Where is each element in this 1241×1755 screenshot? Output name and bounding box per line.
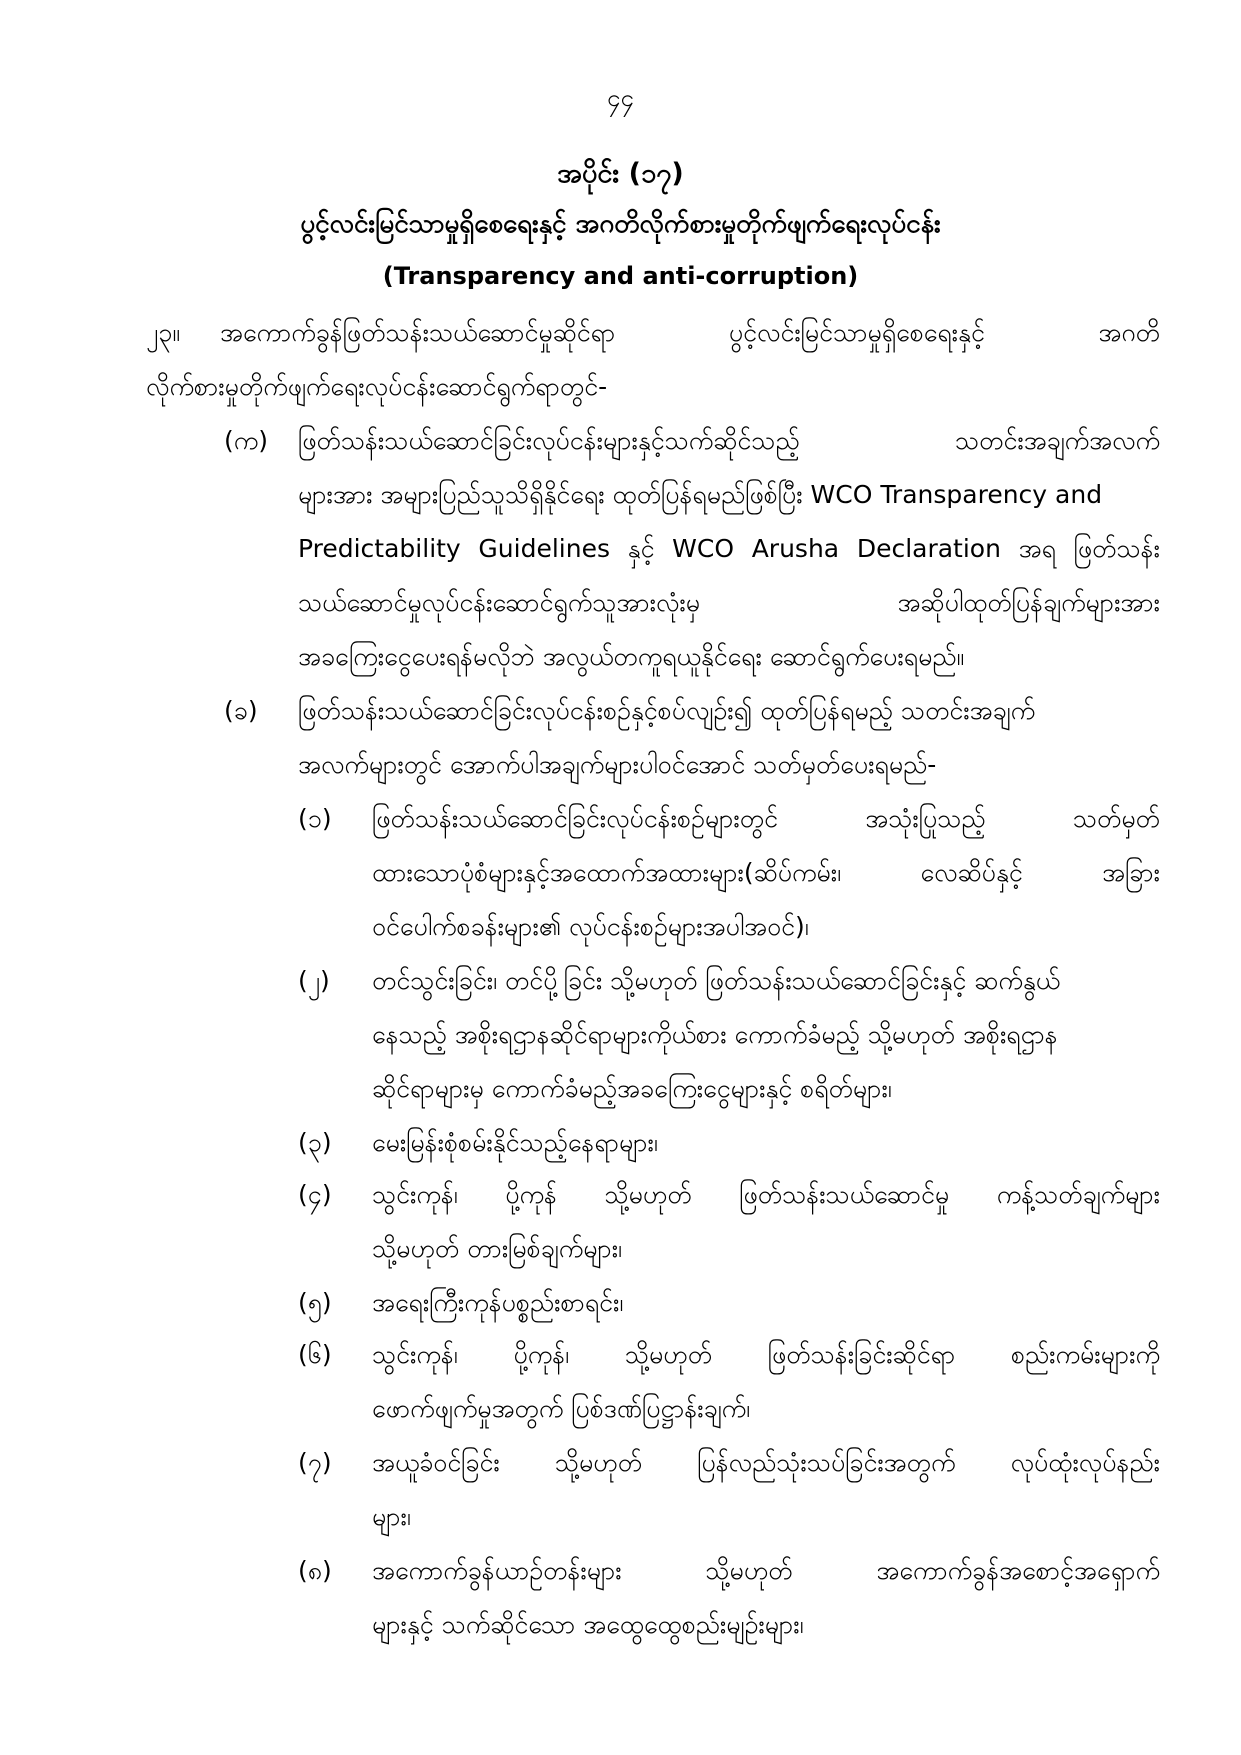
item-5-label: (၅) bbox=[298, 1288, 332, 1317]
item-3-label: (၃) bbox=[298, 1128, 332, 1157]
text-segment: ပြန်လည်သုံးသပ်ခြင်းအတွက် bbox=[697, 1448, 956, 1477]
chapter-subtitle: ပွင့်လင်းမြင်သာမှုရှိစေရေးနှင့် အဂတိလိုက်စားမှုတိုက်ဖျက်ရေးလုပ်ငန်း bbox=[300, 209, 941, 239]
sub-a-line4 bbox=[298, 586, 1160, 620]
text-segment: အဂတိ bbox=[1098, 318, 1160, 347]
text-segment: ပို့ကုန်၊ bbox=[513, 1340, 570, 1369]
item-6-line2: ဖောက်ဖျက်မှုအတွက် ပြစ်ဒဏ်ပြဋ္ဌာန်းချက်၊ bbox=[372, 1394, 751, 1423]
text-segment: ပွင့်လင်းမြင်သာမှုရှိစေရေးနှင့် bbox=[728, 318, 985, 347]
chapter-english-title: (Transparency and anti-corruption) bbox=[382, 262, 859, 290]
item-6-label: (၆) bbox=[298, 1340, 332, 1369]
text-segment: အသုံးပြုသည့် bbox=[865, 804, 986, 833]
text-segment: Predictability bbox=[298, 534, 461, 563]
text-segment: ဖြတ်သန်း bbox=[1073, 534, 1160, 563]
text-segment: ဖြတ်သန်းခြင်းဆိုင်ရာ bbox=[767, 1340, 956, 1369]
text-segment: ဖြတ်သန်းသယ်ဆောင်ခြင်းလုပ်ငန်းများနှင့်သက်ဆိုင်သည့် bbox=[298, 426, 800, 455]
item-5-line1: အရေးကြီးကုန်ပစ္စည်းစာရင်း၊ bbox=[372, 1288, 624, 1317]
text-segment: သတင်းအချက်အလက် bbox=[954, 426, 1160, 455]
text-segment: အကောက်ခွန်ယာဉ်တန်းများ bbox=[372, 1556, 622, 1585]
sub-b-label: (ခ) bbox=[224, 696, 258, 725]
item-6-line1 bbox=[372, 1338, 1160, 1372]
section-number: ၂၃။ bbox=[146, 318, 180, 347]
item-8-label: (၈) bbox=[298, 1556, 332, 1585]
sub-a-line2: များအား အများပြည်သူသိရှိနိုင်ရေး ထုတ်ပြန်ရမည်ဖြစ်ပြီး WCO Transparency and bbox=[298, 480, 1103, 509]
item-4-line1 bbox=[372, 1178, 1160, 1212]
text-segment: အကောက်ခွန်အစောင့်အရှောက် bbox=[876, 1556, 1160, 1585]
sub-a-line5: အခကြေးငွေပေးရန်မလိုဘဲ အလွယ်တကူရယူနိုင်ရေး ဆောင်ရွက်ပေးရမည်။ bbox=[298, 642, 965, 671]
text-segment: အဆိုပါထုတ်ပြန်ချက်များအား bbox=[897, 588, 1160, 617]
sub-b-line2: အလက်များတွင် အောက်ပါအချက်များပါဝင်အောင် သတ်မှတ်ပေးရမည်- bbox=[298, 750, 937, 779]
item-4-line2: သို့မဟုတ် တားမြစ်ချက်များ၊ bbox=[372, 1234, 623, 1263]
sub-a-line3 bbox=[298, 532, 1160, 566]
item-4-label: (၄) bbox=[298, 1180, 332, 1209]
text-segment: ကန့်သတ်ချက်များ bbox=[996, 1180, 1160, 1209]
text-segment: သို့မဟုတ် bbox=[705, 1556, 793, 1585]
item-1-label: (၁) bbox=[298, 804, 332, 833]
text-segment: သတ်မှတ် bbox=[1072, 804, 1160, 833]
text-segment: ပို့ကုန် bbox=[505, 1180, 557, 1209]
text-segment: အရ bbox=[1018, 534, 1056, 563]
text-segment: သယ်ဆောင်မှုလုပ်ငန်းဆောင်ရွက်သူအားလုံးမှ bbox=[298, 588, 701, 617]
text-segment: သို့မဟုတ် bbox=[604, 1180, 692, 1209]
text-segment: စည်းကမ်းများကို bbox=[1010, 1340, 1160, 1369]
text-segment: ဖြတ်သန်းသယ်ဆောင်မှု bbox=[739, 1180, 950, 1209]
text-segment: သို့မဟုတ် bbox=[624, 1340, 713, 1369]
sub-a-line1 bbox=[298, 424, 1160, 458]
item-8-line1 bbox=[372, 1554, 1160, 1588]
text-segment: အယူခံဝင်ခြင်း bbox=[372, 1448, 500, 1477]
item-2-line3: ဆိုင်ရာများမှ ကောက်ခံမည့်အခကြေးငွေများနှင့် စရိတ်များ၊ bbox=[372, 1074, 892, 1103]
text-segment: လေဆိပ်နှင့် bbox=[920, 858, 1023, 887]
text-segment: အကောက်ခွန်ဖြတ်သန်းသယ်ဆောင်မှုဆိုင်ရာ bbox=[220, 318, 616, 347]
item-3-line1: မေးမြန်းစုံစမ်းနိုင်သည့်နေရာများ၊ bbox=[372, 1128, 658, 1157]
item-7-label: (၇) bbox=[298, 1448, 332, 1477]
item-7-line2: များ၊ bbox=[372, 1502, 411, 1531]
sub-b-line1: ဖြတ်သန်းသယ်ဆောင်ခြင်းလုပ်ငန်းစဉ်နှင့်စပ်လျဉ်း၍ ထုတ်ပြန်ရမည့် သတင်းအချက် bbox=[298, 696, 1036, 725]
item-1-line3: ဝင်ပေါက်စခန်းများ၏ လုပ်ငန်းစဉ်များအပါအဝင်)၊ bbox=[372, 912, 809, 941]
text-segment: လုပ်ထုံးလုပ်နည်း bbox=[1010, 1448, 1160, 1477]
text-segment: Guidelines bbox=[478, 534, 610, 563]
section-intro-line2: လိုက်စားမှုတိုက်ဖျက်ရေးလုပ်ငန်းဆောင်ရွက်ရာတွင်- bbox=[146, 372, 608, 401]
text-segment: ထားသောပုံစံများနှင့်အထောက်အထားများ(ဆိပ်ကမ်း၊ bbox=[372, 858, 842, 887]
text-segment: သွင်းကုန်၊ bbox=[372, 1340, 458, 1369]
text-segment: အခြား bbox=[1102, 858, 1160, 887]
text-segment: နှင့် bbox=[627, 534, 655, 563]
item-7-line1 bbox=[372, 1446, 1160, 1480]
text-segment: WCO bbox=[672, 534, 735, 563]
text-segment: Declaration bbox=[856, 534, 1001, 563]
section-intro-line1 bbox=[220, 316, 1160, 350]
item-2-label: (၂) bbox=[298, 966, 330, 995]
text-segment: သွင်းကုန်၊ bbox=[372, 1180, 458, 1209]
sub-a-label: (က) bbox=[224, 426, 268, 455]
item-1-line2 bbox=[372, 856, 1160, 890]
item-1-line1 bbox=[372, 802, 1160, 836]
item-8-line2: များနှင့် သက်ဆိုင်သော အထွေထွေစည်းမျဉ်းများ၊ bbox=[372, 1610, 804, 1639]
item-2-line1: တင်သွင်းခြင်း၊ တင်ပို့ခြင်း သို့မဟုတ် ဖြတ်သန်းသယ်ဆောင်ခြင်းနှင့် ဆက်နွယ် bbox=[372, 966, 1061, 995]
page-number: ၄၄ bbox=[607, 84, 634, 112]
text-segment: ဖြတ်သန်းသယ်ဆောင်ခြင်းလုပ်ငန်းစဉ်များတွင် bbox=[372, 804, 778, 833]
text-segment: သို့မဟုတ် bbox=[554, 1448, 643, 1477]
text-segment: Arusha bbox=[751, 534, 840, 563]
chapter-title: အပိုင်း (၁၇) bbox=[557, 158, 684, 189]
item-2-line2: နေသည့် အစိုးရဌာနဆိုင်ရာများကိုယ်စား ကောက်ခံမည့် သို့မဟုတ် အစိုးရဌာန bbox=[372, 1020, 1058, 1049]
